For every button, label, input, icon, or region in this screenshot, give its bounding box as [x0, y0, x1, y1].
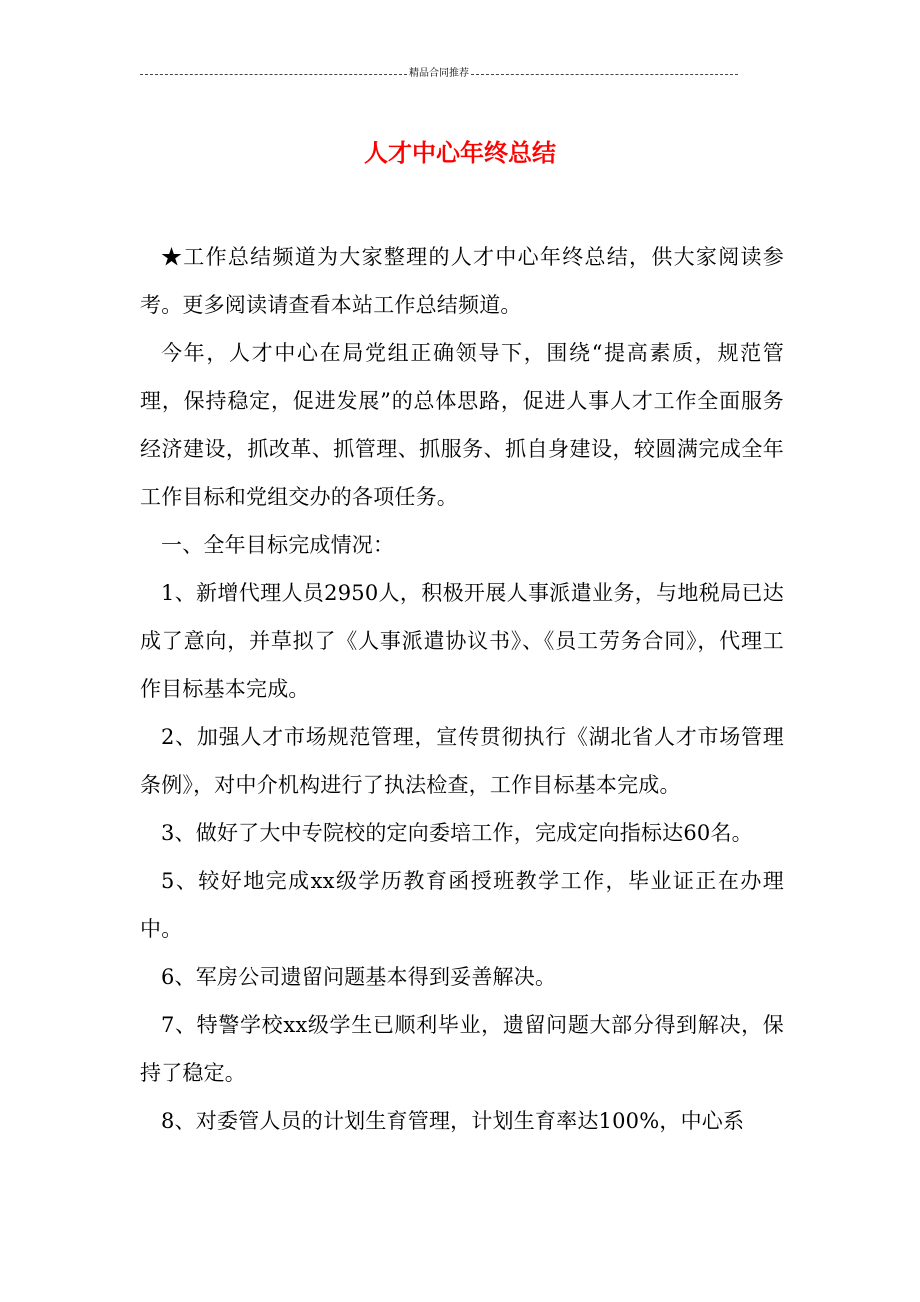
- header-dash-left: [140, 74, 407, 75]
- overview-paragraph: 今年，人才中心在局党组正确领导下，围绕“提高素质，规范管理，保持稳定，促进发展”的总体思路，促进人事人才工作全面服务经济建设，抓改革、抓管理、抓服务、抓自身建设，较圆满完成全年工作目标和党组交办的各项任务。: [140, 341, 784, 509]
- document-body: [140, 233, 784, 1145]
- item-paragraph: 5、较好地完成xx级学历教育函授班教学工作，毕业证正在办理中。: [140, 869, 784, 941]
- page-header: [140, 66, 738, 82]
- item-paragraph: 8、对委管人员的计划生育管理，计划生育率达100%，中心系: [161, 1109, 745, 1133]
- document-title: 人才中心年终总结: [364, 139, 556, 168]
- item-paragraph: 7、特警学校xx级学生已顺利毕业，遗留问题大部分得到解决，保持了稳定。: [140, 1013, 784, 1085]
- header-dash-right: [471, 74, 738, 75]
- intro-paragraph: ★工作总结频道为大家整理的人才中心年终总结，供大家阅读参考。更多阅读请查看本站工作总结频道。: [140, 245, 784, 317]
- section-heading: 一、全年目标完成情况：: [161, 533, 395, 557]
- item-paragraph: 2、加强人才市场规范管理，宣传贯彻执行《湖北省人才市场管理条例》，对中介机构进行了执法检查，工作目标基本完成。: [140, 725, 784, 797]
- item-paragraph: 1、新增代理人员2950人，积极开展人事派遣业务，与地税局已达成了意向，并草拟了《人事派遣协议书》、《员工劳务合同》，代理工作目标基本完成。: [140, 581, 784, 701]
- header-label: 精品合同推荐: [409, 68, 469, 79]
- item-paragraph: 3、做好了大中专院校的定向委培工作，完成定向指标达60名。: [161, 821, 753, 845]
- item-paragraph: 6、军房公司遗留问题基本得到妥善解决。: [161, 965, 557, 989]
